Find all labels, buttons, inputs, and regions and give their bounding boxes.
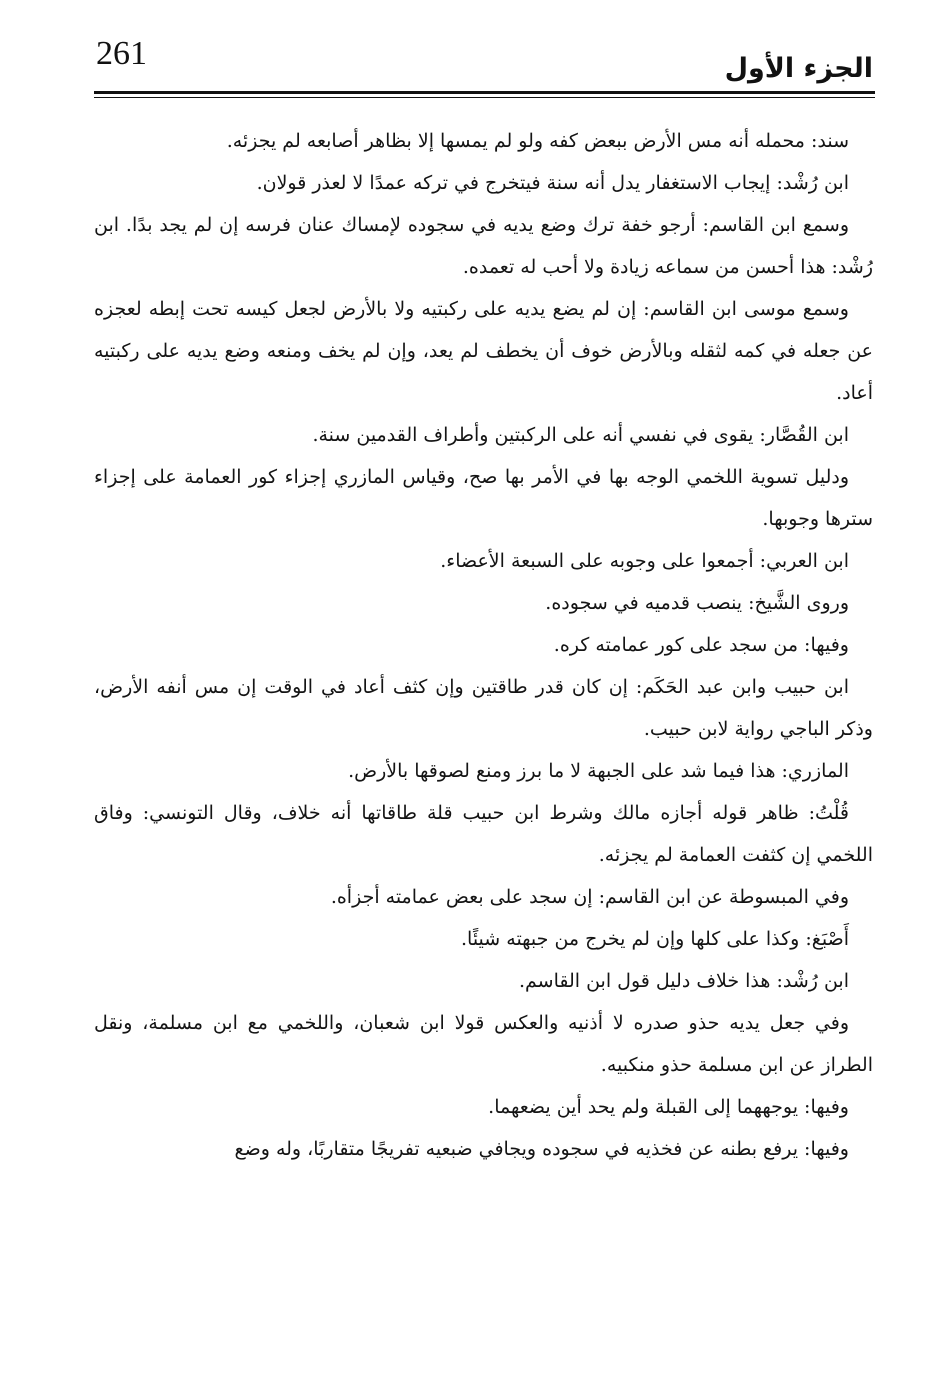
paragraph: وروى الشَّيخ: ينصب قدميه في سجوده. bbox=[545, 592, 849, 614]
paragraph: وفيها: يوجههما إلى القبلة ولم يحد أين يضعهما. bbox=[488, 1096, 849, 1118]
paragraph: وفيها: يرفع بطنه عن فخذيه في سجوده ويجافي ضبعيه تفريجًا متقاربًا، وله وضع bbox=[234, 1138, 849, 1160]
paragraph: وفي المبسوطة عن ابن القاسم: إن سجد على بعض عمامته أجزأه. bbox=[330, 886, 849, 908]
paragraph: وفيها: من سجد على كور عمامته كره. bbox=[553, 634, 849, 656]
page-number: 261 bbox=[96, 35, 147, 72]
header-rule-thin bbox=[94, 97, 875, 98]
paragraph: وسمع موسى ابن القاسم: إن لم يضع يديه على ركبتيه ولا بالأرض لجعل كيسه تحت إبطه لعجزه عن جعله في كمه لثقله وبالأرض خوف أن يخطف لم يعد، وإن لم يخف ومنعه وضع يديه على ركبتيه أعاد. bbox=[94, 298, 873, 404]
paragraph: قُلْتُ: ظاهر قوله أجازه مالك وشرط ابن حبيب قلة طاقاتها أنه خلاف، وقال التونسي: وفاق اللخمي إن كثفت العمامة لم يجزئه. bbox=[94, 802, 873, 866]
paragraph: ابن العربي: أجمعوا على وجوبه على السبعة الأعضاء. bbox=[440, 550, 849, 572]
running-title: الجزء الأول bbox=[724, 53, 873, 84]
paragraph: ابن القُصَّار: يقوى في نفسي أنه على الركبتين وأطراف القدمين سنة. bbox=[312, 424, 849, 446]
paragraph: ابن رُشْد: هذا خلاف دليل قول ابن القاسم. bbox=[518, 970, 849, 992]
body-text bbox=[94, 120, 873, 1170]
paragraph: ابن حبيب وابن عبد الحَكَم: إن كان قدر طاقتين وإن كثف أعاد في الوقت إن مس أنفه الأرض، وذكر الباجي رواية لابن حبيب. bbox=[94, 676, 873, 740]
paragraph: وسمع ابن القاسم: أرجو خفة ترك وضع يديه في سجوده لإمساك عنان فرسه إن لم يجد بدًا. ابن رُشْد: هذا أحسن من سماعه زيادة ولا أحب له تعمده. bbox=[94, 214, 873, 278]
paragraph: ابن رُشْد: إيجاب الاستغفار يدل أنه سنة فيتخرج في تركه عمدًا لا لعذر قولان. bbox=[256, 172, 849, 194]
header-rule-thick bbox=[94, 91, 875, 94]
paragraph: أَصْبَغ: وكذا على كلها وإن لم يخرج من جبهته شيئًا. bbox=[461, 928, 849, 950]
paragraph: وفي جعل يديه حذو صدره لا أذنيه والعكس قولا ابن شعبان، واللخمي مع ابن مسلمة، ونقل الطراز عن ابن مسلمة حذو منكبيه. bbox=[94, 1012, 873, 1076]
paragraph: سند: محمله أنه مس الأرض ببعض كفه ولو لم يمسها إلا بظاهر أصابعه لم يجزئه. bbox=[226, 130, 849, 152]
paragraph: المازري: هذا فيما شد على الجبهة لا ما برز ومنع لصوقها بالأرض. bbox=[348, 760, 849, 782]
paragraph: ودليل تسوية اللخمي الوجه بها في الأمر بها صح، وقياس المازري إجزاء كور العمامة على إجزاء سترها وجوبها. bbox=[94, 466, 873, 530]
